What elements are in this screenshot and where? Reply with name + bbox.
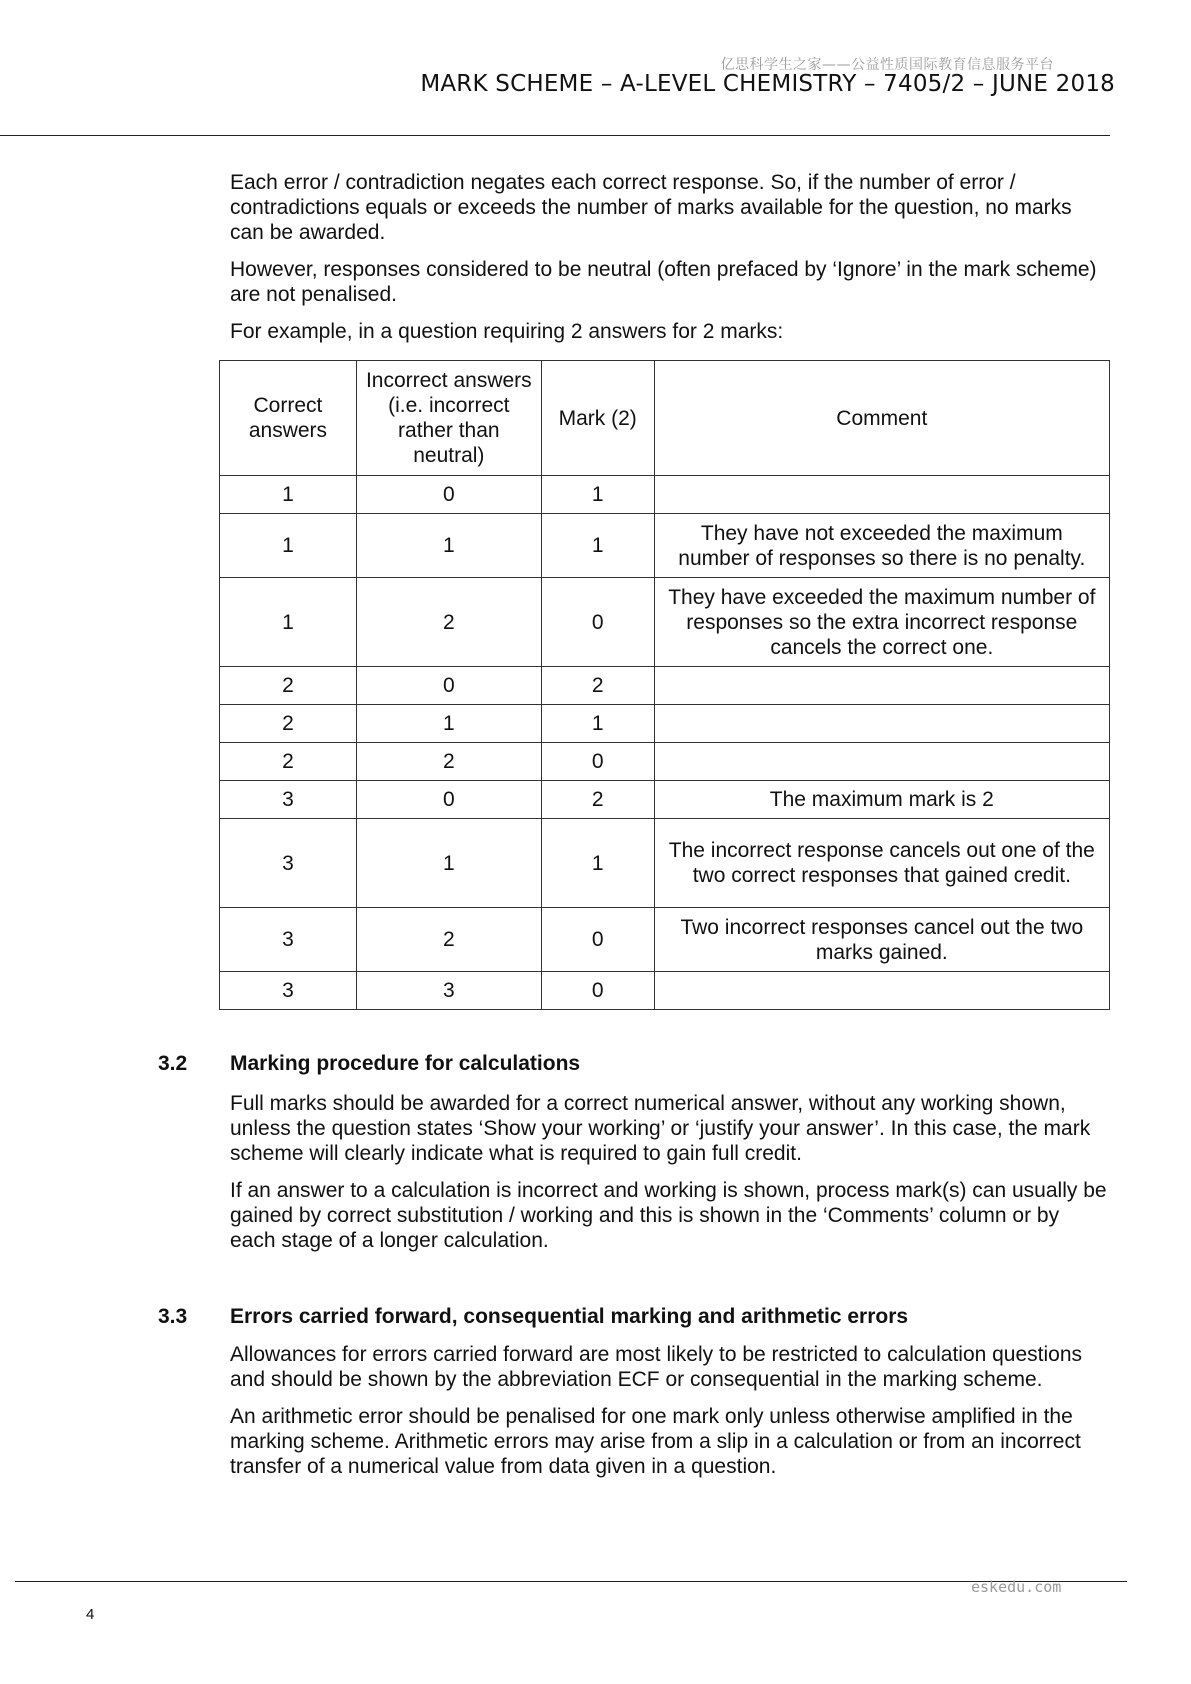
table-row: [220, 781, 1110, 819]
cell-mark: 1: [541, 514, 654, 578]
marks-example-table: [219, 360, 1110, 1010]
cell-incorrect: 0: [356, 667, 541, 705]
section-body: [230, 1091, 1110, 1265]
cell-incorrect: 3: [356, 972, 541, 1010]
section-paragraph: Allowances for errors carried forward are most likely to be restricted to calculation questions and should be shown by the abbreviation ECF or consequential in the marking scheme.: [230, 1343, 1083, 1391]
table-row: [220, 667, 1110, 705]
table-row: [220, 578, 1110, 667]
cell-mark: 0: [541, 972, 654, 1010]
table-row: [220, 514, 1110, 578]
cell-comment: [654, 743, 1109, 781]
cell-mark: 2: [541, 781, 654, 819]
cell-correct: 3: [220, 781, 357, 819]
table-row: [220, 972, 1110, 1010]
table-row: [220, 476, 1110, 514]
section-paragraph: If an answer to a calculation is incorrect and working is shown, process mark(s) can usually be gained by correct substitution / working and this is shown in the ‘Comments’ column or by each stage of a longer calculation.: [230, 1179, 1107, 1252]
cell-incorrect: 0: [356, 781, 541, 819]
intro-paragraph: For example, in a question requiring 2 answers for 2 marks:: [230, 320, 784, 343]
cell-comment: They have not exceeded the maximum number of responses so there is no penalty.: [654, 514, 1109, 578]
cell-incorrect: 1: [356, 819, 541, 908]
cell-correct: 3: [220, 819, 357, 908]
cell-incorrect: 2: [356, 743, 541, 781]
cell-mark: 0: [541, 578, 654, 667]
header-comment: Comment: [654, 361, 1109, 476]
cell-incorrect: 2: [356, 908, 541, 972]
table-row: [220, 743, 1110, 781]
header-correct-answers: Correct answers: [220, 361, 357, 476]
cell-mark: 1: [541, 476, 654, 514]
cell-comment: [654, 972, 1109, 1010]
cell-correct: 2: [220, 705, 357, 743]
cell-mark: 1: [541, 819, 654, 908]
cell-correct: 2: [220, 667, 357, 705]
cell-incorrect: 2: [356, 578, 541, 667]
cell-correct: 3: [220, 972, 357, 1010]
section-paragraph: An arithmetic error should be penalised for one mark only unless otherwise amplified in the marking scheme. Arithmetic errors may arise from a slip in a calculation or from an incorrect transfer of a numerical value from data given in a question.: [230, 1405, 1081, 1478]
section-number: 3.2: [158, 1052, 188, 1075]
cell-mark: 1: [541, 705, 654, 743]
header-divider: [0, 135, 1110, 136]
cell-incorrect: 1: [356, 705, 541, 743]
section-body: [230, 1342, 1110, 1491]
header-mark: Mark (2): [541, 361, 654, 476]
cell-comment: [654, 667, 1109, 705]
cell-comment: [654, 705, 1109, 743]
section-heading: Errors carried forward, consequential marking and arithmetic errors: [230, 1305, 909, 1328]
section-number: 3.3: [158, 1305, 188, 1328]
intro-text: [230, 170, 1110, 356]
cell-correct: 1: [220, 476, 357, 514]
cell-correct: 2: [220, 743, 357, 781]
cell-comment: They have exceeded the maximum number of responses so the extra incorrect response cancels the correct one.: [654, 578, 1109, 667]
cell-mark: 2: [541, 667, 654, 705]
cell-mark: 0: [541, 908, 654, 972]
cell-comment: The maximum mark is 2: [654, 781, 1109, 819]
table-header-row: [220, 361, 1110, 476]
table-row: [220, 908, 1110, 972]
intro-paragraph: However, responses considered to be neutral (often prefaced by ‘Ignore’ in the mark scheme) are not penalised.: [230, 258, 1097, 306]
cell-mark: 0: [541, 743, 654, 781]
cell-comment: [654, 476, 1109, 514]
cell-correct: 3: [220, 908, 357, 972]
table-row: [220, 705, 1110, 743]
table-row: [220, 819, 1110, 908]
document-title: MARK SCHEME – A-LEVEL CHEMISTRY – 7405/2 – JUNE 2018: [420, 71, 1115, 97]
section-paragraph: Full marks should be awarded for a correct numerical answer, without any working shown, unless the question states ‘Show your working’ or ‘justify your answer’. In this case, the mark scheme will clearly indicate what is required to gain full credit.: [230, 1092, 1091, 1165]
cell-incorrect: 1: [356, 514, 541, 578]
cell-comment: The incorrect response cancels out one of the two correct responses that gained credit.: [654, 819, 1109, 908]
cell-correct: 1: [220, 578, 357, 667]
header-incorrect-answers: Incorrect answers (i.e. incorrect rather than neutral): [356, 361, 541, 476]
cell-correct: 1: [220, 514, 357, 578]
cell-comment: Two incorrect responses cancel out the two marks gained.: [654, 908, 1109, 972]
intro-paragraph: Each error / contradiction negates each correct response. So, if the number of error / contradictions equals or exceeds the number of marks available for the question, no marks can be awarded.: [230, 171, 1072, 244]
footer-divider: [15, 1581, 1127, 1582]
section-heading: Marking procedure for calculations: [230, 1052, 581, 1075]
cell-incorrect: 0: [356, 476, 541, 514]
footer-watermark: eskedu.com: [971, 1578, 1062, 1596]
page-number: 4: [86, 1606, 95, 1623]
header-watermark: 亿思科学生之家——公益性质国际教育信息服务平台: [720, 57, 1054, 73]
